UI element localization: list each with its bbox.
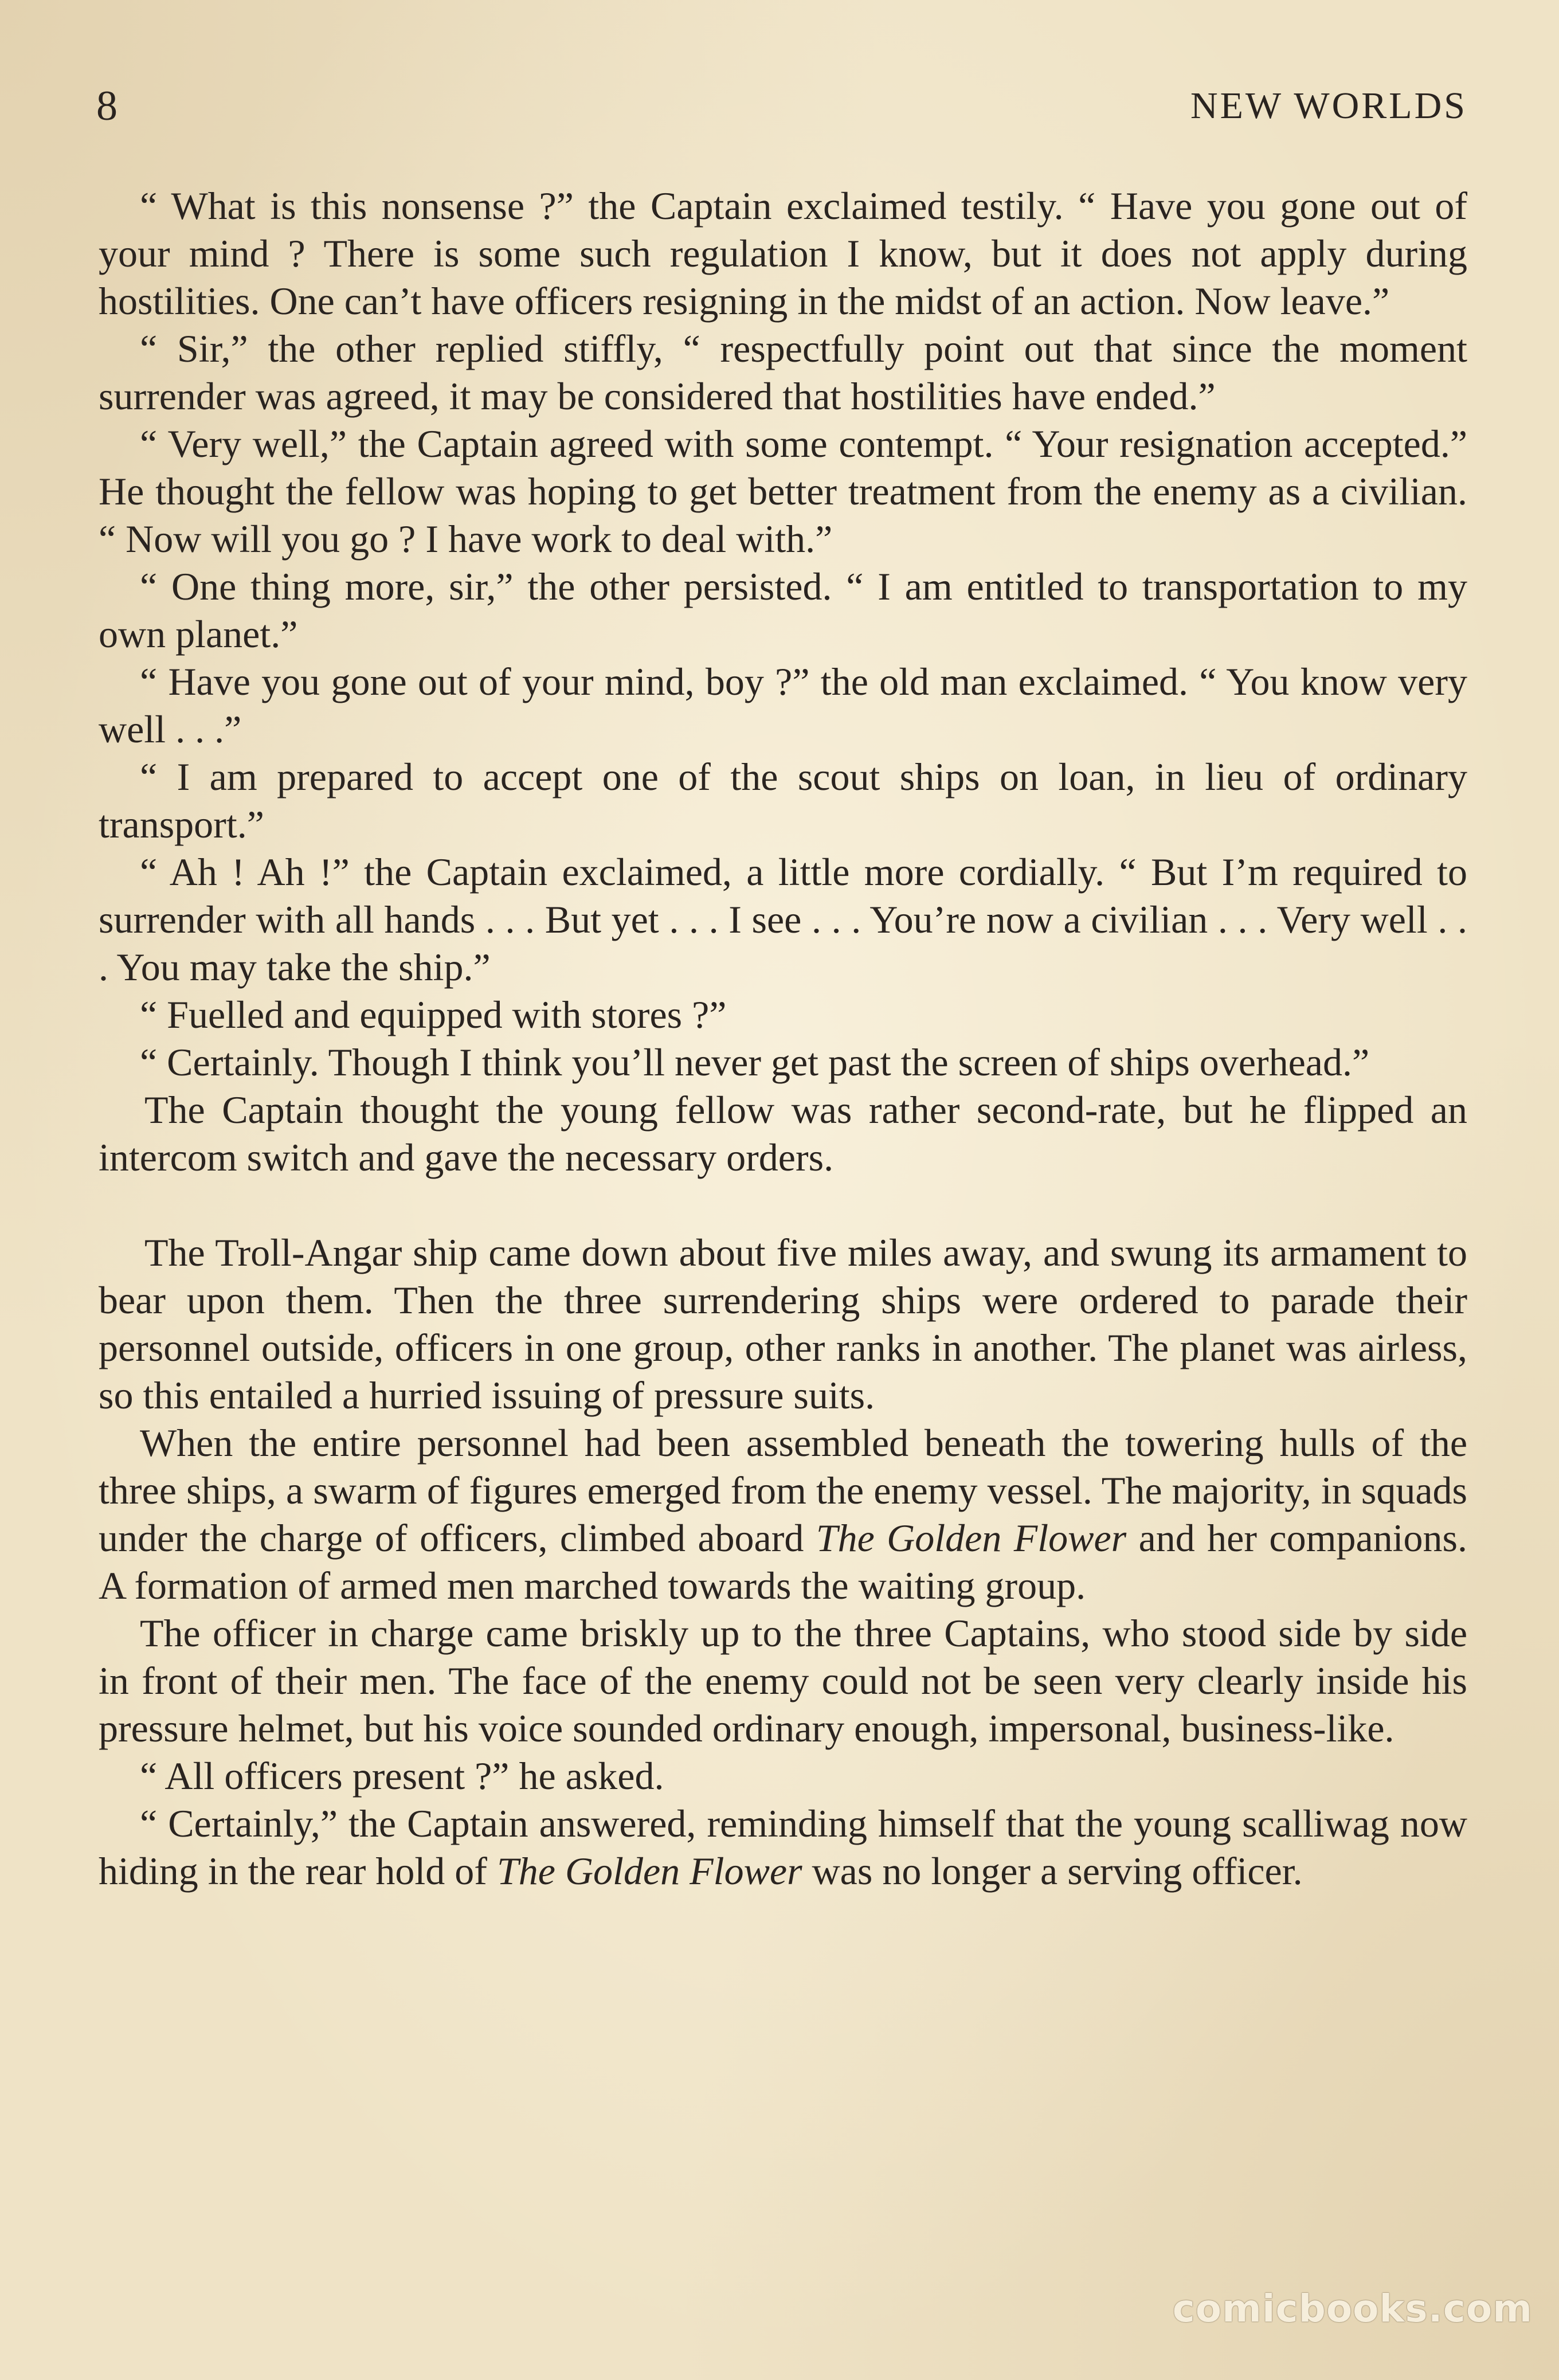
paragraph: “ Certainly. Though I think you’ll never get past the screen of ships overhead.” <box>140 1040 1370 1084</box>
paragraph: “ One thing more, sir,” the other persisted. “ I am entitled to transportation to my own planet.” <box>99 565 1467 656</box>
paragraph: The officer in charge came briskly up to the three Captains, who stood side by side in front of their men. The face of the enemy could not be seen very clearly inside his pressure helmet, but his voice sounded ordinary enough, impersonal, business-like. <box>99 1611 1467 1750</box>
paragraph: The Captain thought the young fellow was rather second-rate, but he flipped an intercom switch and gave the necessary orders. <box>99 1088 1467 1179</box>
running-head: NEW WORLDS <box>1190 85 1467 127</box>
paragraph: “ Fuelled and equipped with stores ?” <box>140 993 727 1036</box>
paragraph <box>99 1419 1467 1610</box>
paragraph: “ What is this nonsense ?” the Captain exclaimed testily. “ Have you gone out of your mind ? There is some such regulation I know, but it does not apply during hostilities. One can’t have officers resigning in the midst of an action. Now leave.” <box>99 184 1467 323</box>
page-number: 8 <box>96 83 117 130</box>
paragraph: “ Have you gone out of your mind, boy ?” the old man exclaimed. “ You know very well . . .” <box>99 660 1467 751</box>
section-break <box>99 1181 1467 1229</box>
paragraph: “ Very well,” the Captain agreed with some contempt. “ Your resignation accepted.” He thought the fellow was hoping to get better treatment from the enemy as a civilian. “ Now will you go ? I have work to deal with.” <box>99 422 1467 561</box>
paragraph: “ Ah ! Ah !” the Captain exclaimed, a little more cordially. “ But I’m required to surrender with all hands . . . But yet . . . I see . . . You’re now a civilian . . . Very well . . . You may take the ship.” <box>99 850 1467 989</box>
text-run: When the entire personnel had been assembled beneath the towering hulls of the three ships, a swarm of figures emerged from the enemy vessel. The majority, in squads under the charge of officers, climbed aboard <box>99 1421 1467 1560</box>
text-run: and her companions. A formation of armed men marched towards the waiting group. <box>99 1516 1468 1607</box>
text-run: “ Certainly,” the Captain answered, reminding himself that the young scalliwag now hiding in the rear hold of <box>99 1802 1467 1893</box>
watermark: comicbooks.com <box>1172 2287 1533 2331</box>
ship-name: The Golden Flower <box>496 1849 802 1893</box>
text-run: was no longer a serving officer. <box>812 1849 1303 1893</box>
ship-name: The Golden Flower <box>816 1516 1127 1560</box>
body-text <box>99 182 1467 1895</box>
paragraph: “ Sir,” the other replied stiffly, “ respectfully point out that since the moment surrender was agreed, it may be considered that hostilities have ended.” <box>99 327 1467 418</box>
paragraph: “ I am prepared to accept one of the scout ships on loan, in lieu of ordinary transport.” <box>99 755 1467 846</box>
paragraph: “ All officers present ?” he asked. <box>140 1754 664 1798</box>
paragraph <box>99 1800 1467 1895</box>
paragraph: The Troll-Angar ship came down about five miles away, and swung its armament to bear upon them. Then the three surrendering ships were ordered to parade their personnel outside, officers in one group, other ranks in another. The planet was airless, so this entailed a hurried issuing of pressure suits. <box>99 1231 1467 1417</box>
